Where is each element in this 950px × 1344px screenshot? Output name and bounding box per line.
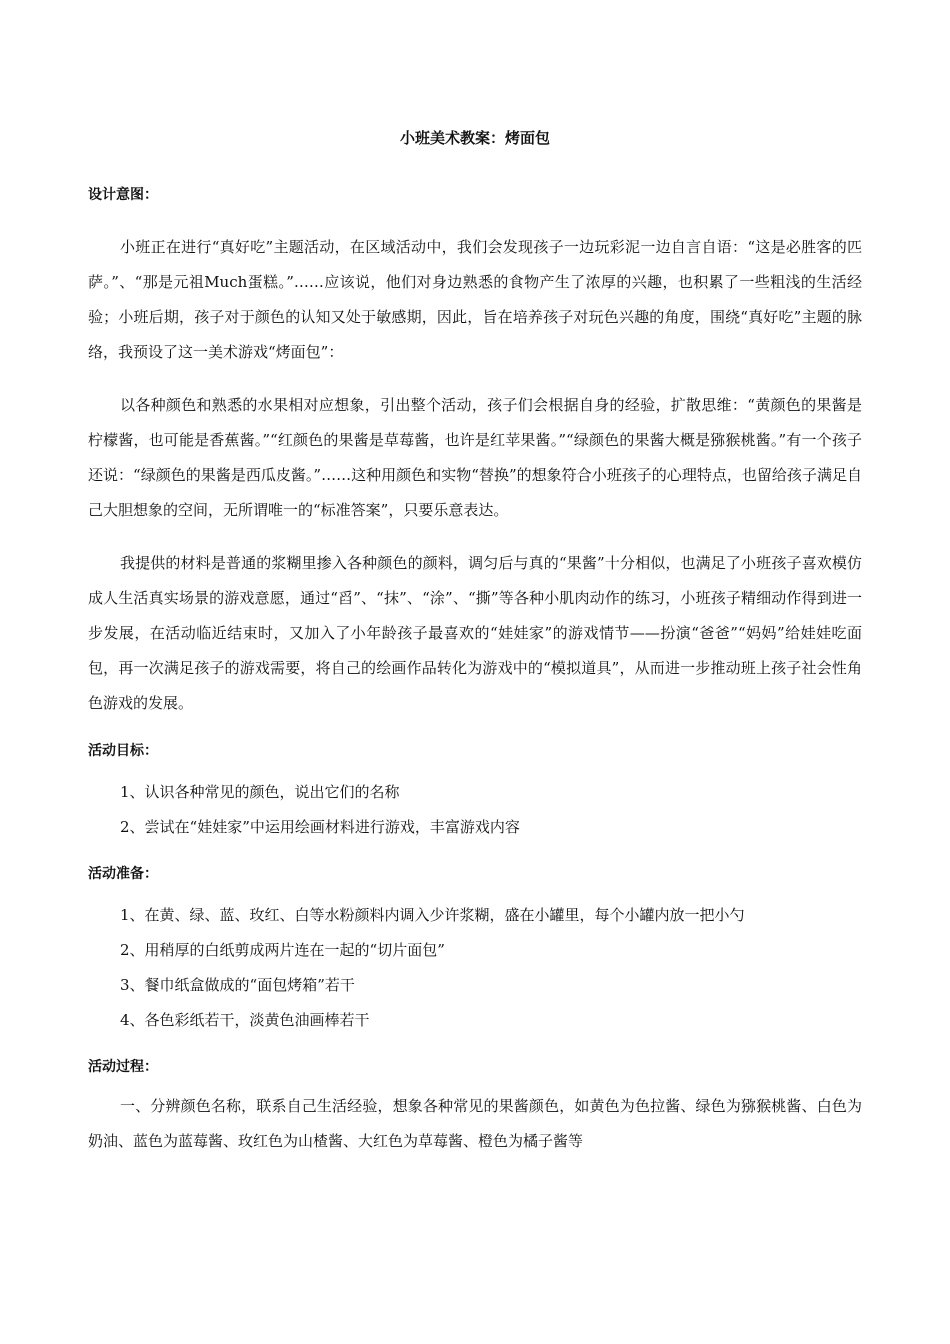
preparation-item: 3、餐巾纸盒做成的“面包烤箱”若干 [120,976,355,994]
design-intent-paragraph: 以各种颜色和熟悉的水果相对应想象，引出整个活动，孩子们会根据自身的经验，扩散思维：“黄颜色的果酱是柠檬酱，也可能是香蕉酱。”“红颜色的果酱是草莓酱，也许是红苹果酱。”“绿颜色的果酱大概是猕猴桃酱。”有一个孩子还说：“绿颜色的果酱是西瓜皮酱。”……这种用颜色和实物“替换”的想象符合小班孩子的心理特点，也留给孩子满足自己大胆想象的空间，无所谓唯一的“标准答案”，只要乐意表达。 [88,396,862,519]
goals-heading: 活动目标： [88,743,158,759]
preparation-item: 4、各色彩纸若干，淡黄色油画棒若干 [120,1011,370,1029]
process-paragraph: 一、分辨颜色名称，联系自己生活经验，想象各种常见的果酱颜色，如黄色为色拉酱、绿色为猕猴桃酱、白色为奶油、蓝色为蓝莓酱、玫红色为山楂酱、大红色为草莓酱、橙色为橘子酱等 [88,1097,862,1150]
goals-list [88,775,862,845]
design-intent-paragraph: 我提供的材料是普通的浆糊里掺入各种颜色的颜料，调匀后与真的“果酱”十分相似，也满足了小班孩子喜欢模仿成人生活真实场景的游戏意愿，通过“舀”、“抹”、“涂”、“撕”等各种小肌肉动作的练习，小班孩子精细动作得到进一步发展，在活动临近结束时，又加入了小年龄孩子最喜欢的“娃娃家”的游戏情节——扮演“爸爸”“妈妈”给娃娃吃面包，再一次满足孩子的游戏需要，将自己的绘画作品转化为游戏中的“模拟道具”，从而进一步推动班上孩子社会性角色游戏的发展。 [88,554,862,712]
design-intent-paragraph: 小班正在进行“真好吃”主题活动，在区域活动中，我们会发现孩子一边玩彩泥一边自言自语：“这是必胜客的匹萨。”、“那是元祖Much蛋糕。”……应该说，他们对身边熟悉的食物产生了浓厚的兴趣，也积累了一些粗浅的生活经验；小班后期，孩子对于颜色的认知又处于敏感期，因此，旨在培养孩子对玩色兴趣的角度，围绕“真好吃”主题的脉络，我预设了这一美术游戏“烤面包”： [88,238,862,361]
goal-item: 2、尝试在“娃娃家”中运用绘画材料进行游戏，丰富游戏内容 [120,818,520,836]
preparation-list [88,898,862,1038]
document-title: 小班美术教案：烤面包 [399,129,550,147]
process-heading: 活动过程： [88,1059,158,1075]
goal-item: 1、认识各种常见的颜色，说出它们的名称 [120,783,400,801]
preparation-item: 2、用稍厚的白纸剪成两片连在一起的“切片面包” [120,941,445,959]
preparation-heading: 活动准备： [88,866,158,882]
design-intent-heading: 设计意图： [88,187,158,203]
preparation-item: 1、在黄、绿、蓝、玫红、白等水粉颜料内调入少许浆糊，盛在小罐里，每个小罐内放一把小勺 [120,906,745,924]
